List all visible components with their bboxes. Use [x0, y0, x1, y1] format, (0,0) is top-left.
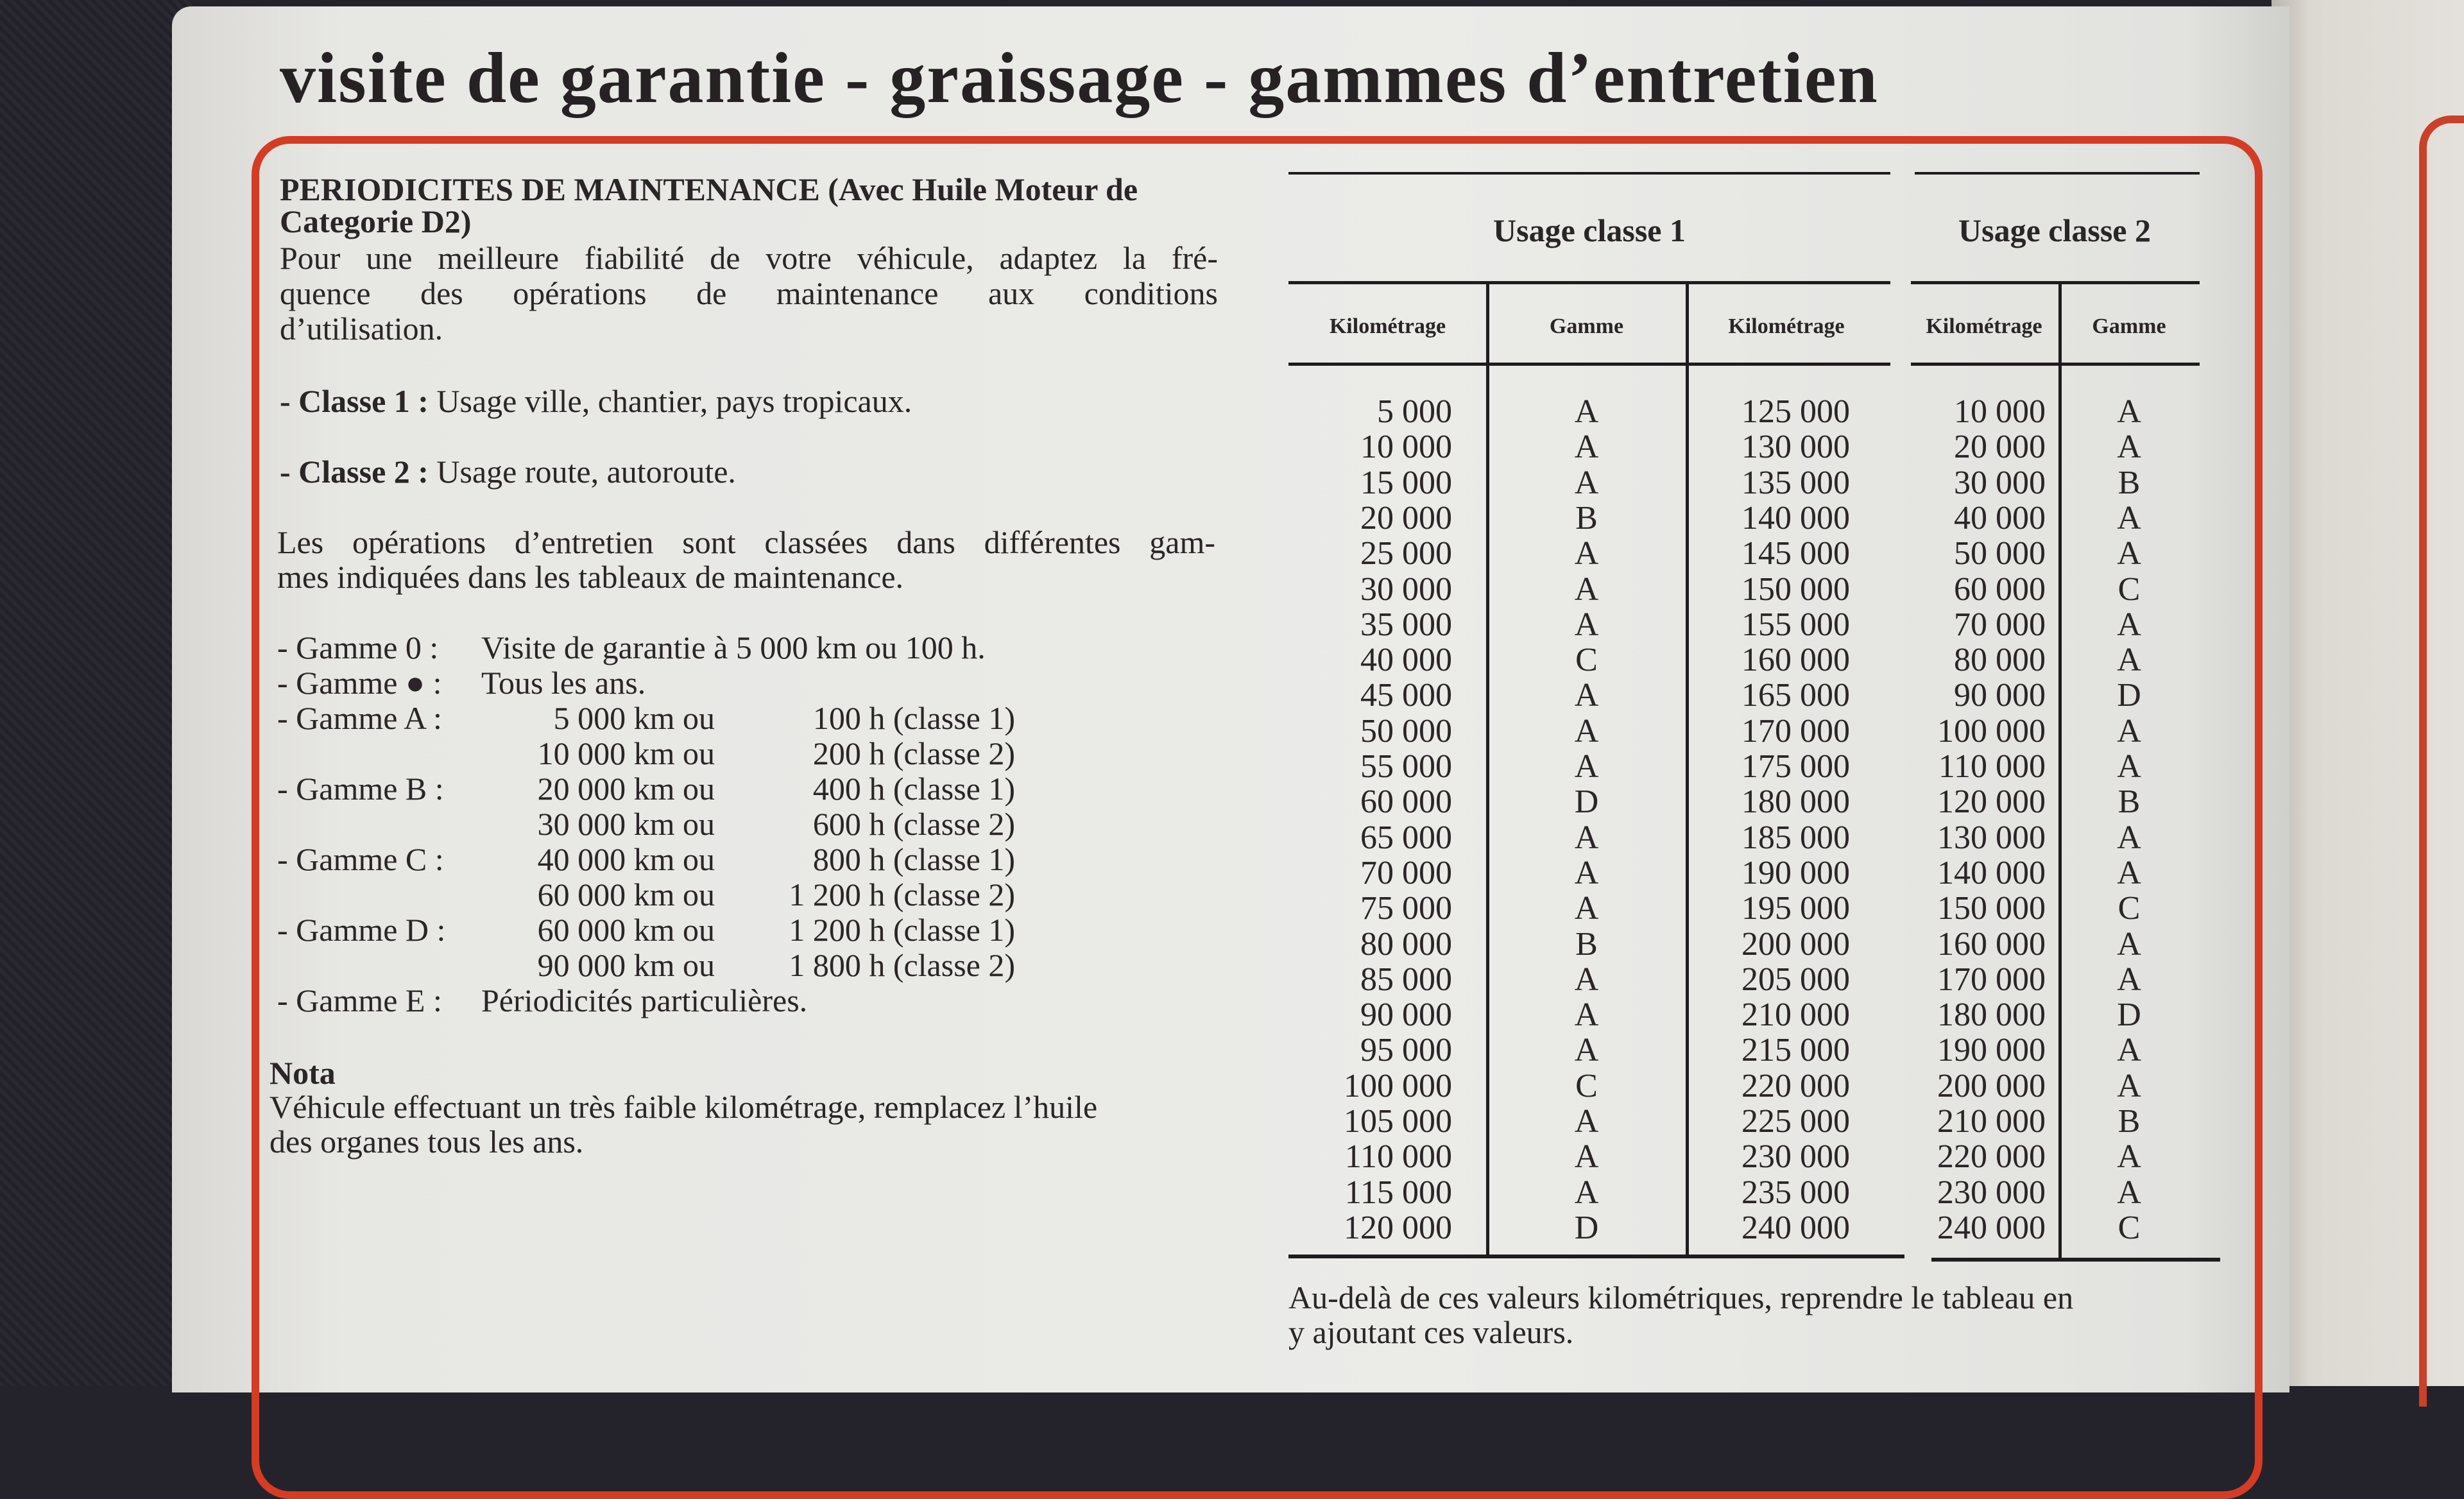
table-cell-km-classe-1: 55 000 [1360, 748, 1452, 785]
gamme-text: Tous les ans. [481, 665, 646, 701]
table-cell-km-classe-1: 105 000 [1344, 1103, 1452, 1140]
gamme-label: - Gamme 0 : [277, 630, 439, 665]
page-title: visite de garantie - graissage - gammes d’entretien [280, 39, 1879, 118]
table-bottom-rule-1 [1288, 1255, 1904, 1258]
section-heading-line-1: PERIODICITES DE MAINTENANCE (Avec Huile Moteur de [280, 171, 1138, 207]
table-cell-km-classe-2: 110 000 [1938, 748, 2046, 785]
group-rule-2 [1911, 281, 2200, 284]
table-cell-gamme-classe-2: C [2118, 570, 2141, 608]
ops-line-1: Les opérations d’entretien sont classées dans différentes gam- [277, 524, 1215, 560]
table-cell-km-classe-2: 210 000 [1937, 1103, 2046, 1140]
table-cell-km-classe-1: 40 000 [1360, 642, 1452, 679]
table-cell-km-classe-1-cont: 220 000 [1741, 1067, 1850, 1104]
table-cell-gamme-classe-1: A [1574, 819, 1599, 856]
table-cell-km-classe-1: 20 000 [1360, 499, 1452, 536]
gamme-km: 60 000 km ou [537, 877, 715, 912]
table-cell-gamme-classe-1: D [1574, 784, 1599, 821]
nota-title: Nota [270, 1055, 336, 1091]
table-cell-km-classe-1-cont: 180 000 [1741, 784, 1850, 821]
table-cell-km-classe-1-cont: 200 000 [1741, 925, 1850, 963]
table-cell-gamme-classe-2: A [2117, 819, 2141, 856]
gamme-hours: 400 h (classe 1) [812, 771, 1015, 807]
classe-1-text: Usage ville, chantier, pays tropicaux. [436, 383, 912, 419]
table-cell-gamme-classe-2: A [2117, 925, 2141, 963]
table-cell-km-classe-1: 30 000 [1360, 570, 1452, 608]
gamme-text: Visite de garantie à 5 000 km ou 100 h. [481, 630, 986, 665]
table-cell-km-classe-2: 100 000 [1937, 712, 2046, 750]
table-cell-km-classe-2: 20 000 [1954, 429, 2046, 466]
table-cell-gamme-classe-1: D [1574, 1209, 1599, 1246]
table-cell-km-classe-2: 50 000 [1954, 535, 2046, 572]
table-cell-gamme-classe-2: A [2117, 854, 2141, 891]
table-cell-gamme-classe-2: C [2118, 890, 2141, 927]
classe-2 [280, 454, 736, 489]
classe-2-label: - Classe 2 : [280, 454, 429, 490]
table-cell-gamme-classe-2: A [2117, 1174, 2141, 1211]
table-cell-km-classe-2: 70 000 [1954, 606, 2046, 643]
table-cell-km-classe-1-cont: 150 000 [1741, 570, 1850, 608]
table-cell-gamme-classe-2: A [2117, 499, 2141, 536]
table-cell-gamme-classe-1: A [1574, 1103, 1599, 1140]
table-cell-km-classe-2: 230 000 [1937, 1174, 2046, 1211]
table-cell-gamme-classe-2: A [2117, 712, 2141, 750]
table-cell-gamme-classe-2: A [2117, 429, 2141, 466]
table-cell-gamme-classe-2: A [2117, 1138, 2141, 1176]
table-cell-gamme-classe-2: B [2118, 1103, 2141, 1140]
table-cell-gamme-classe-1: A [1574, 748, 1599, 785]
gamme-hours: 1 200 h (classe 1) [789, 912, 1015, 948]
table-cell-km-classe-2: 60 000 [1954, 570, 2046, 608]
table-cell-km-classe-1-cont: 130 000 [1741, 429, 1850, 466]
background-fabric [0, 0, 193, 1386]
table-top-rule-1 [1288, 172, 1890, 175]
table-cell-km-classe-1: 10 000 [1360, 429, 1452, 466]
table-cell-km-classe-1: 100 000 [1344, 1067, 1452, 1104]
table-cell-km-classe-2: 130 000 [1937, 819, 2046, 856]
table-cell-km-classe-1: 115 000 [1344, 1174, 1452, 1211]
table-cell-gamme-classe-1: A [1574, 1174, 1599, 1211]
gamme-label: - Gamme C : [277, 841, 444, 877]
col-header-gamme-1: Gamme [1549, 314, 1624, 338]
table-cell-km-classe-1-cont: 165 000 [1741, 677, 1850, 714]
table-cell-km-classe-1-cont: 225 000 [1741, 1103, 1850, 1140]
footnote-line-2: y ajoutant ces valeurs. [1288, 1314, 1574, 1350]
table-cell-gamme-classe-1: A [1574, 570, 1599, 608]
table-cell-km-classe-1-cont: 235 000 [1741, 1174, 1850, 1211]
table-cell-km-classe-1: 5 000 [1377, 393, 1452, 430]
col-header-gamme-2: Gamme [2092, 314, 2166, 338]
group-rule-1 [1288, 281, 1890, 284]
table-cell-km-classe-1-cont: 240 000 [1741, 1209, 1850, 1246]
table-cell-gamme-classe-1: C [1575, 1067, 1598, 1104]
table-cell-gamme-classe-2: A [2117, 961, 2141, 998]
table-cell-km-classe-2: 10 000 [1954, 393, 2046, 430]
col-header-km-1: Kilométrage [1329, 314, 1446, 338]
table-cell-gamme-classe-1: A [1574, 1138, 1599, 1176]
table-cell-km-classe-1-cont: 210 000 [1741, 997, 1850, 1034]
gamme-label: - Gamme B : [277, 771, 444, 807]
next-page-edge [2272, 0, 2464, 1386]
table-cell-km-classe-2: 170 000 [1937, 961, 2046, 998]
table-cell-km-classe-1-cont: 205 000 [1741, 961, 1850, 998]
table-cell-gamme-classe-1: A [1574, 429, 1599, 466]
table-cell-km-classe-1-cont: 155 000 [1741, 606, 1850, 643]
table-cell-km-classe-2: 200 000 [1937, 1067, 2046, 1104]
gamme-km: 60 000 km ou [537, 912, 715, 948]
table-cell-km-classe-1-cont: 215 000 [1741, 1032, 1850, 1069]
table-cell-gamme-classe-1: B [1575, 499, 1598, 536]
header-rule-2 [1911, 363, 2200, 366]
col-header-km-2: Kilométrage [1728, 314, 1845, 338]
table-cell-km-classe-1: 15 000 [1360, 464, 1452, 501]
header-rule-1 [1288, 363, 1890, 366]
gamme-label: - Gamme D : [277, 912, 446, 948]
intro-line-1: Pour une meilleure fiabilité de votre véhicule, adaptez la fré- [280, 240, 1218, 276]
table-cell-km-classe-2: 40 000 [1954, 499, 2046, 536]
table-cell-gamme-classe-2: A [2117, 393, 2141, 430]
gamme-km: 40 000 km ou [537, 841, 715, 877]
table-cell-km-classe-2: 140 000 [1937, 854, 2046, 891]
table-cell-gamme-classe-1: A [1574, 393, 1599, 430]
table-cell-km-classe-2: 180 000 [1937, 997, 2046, 1034]
table-cell-km-classe-1: 80 000 [1360, 925, 1452, 963]
table-cell-gamme-classe-2: A [2117, 606, 2141, 643]
nota-line-1: Véhicule effectuant un très faible kilométrage, remplacez l’huile [270, 1089, 1098, 1125]
gamme-label: - Gamme ● : [277, 665, 442, 701]
gamme-km: 90 000 km ou [537, 947, 715, 983]
table-cell-km-classe-2: 80 000 [1954, 642, 2046, 679]
table-cell-gamme-classe-2: D [2117, 997, 2141, 1034]
table-cell-km-classe-2: 190 000 [1937, 1032, 2046, 1069]
section-heading-line-2: Categorie D2) [280, 203, 472, 239]
table-cell-km-classe-1: 60 000 [1360, 784, 1452, 821]
table-cell-gamme-classe-1: A [1574, 606, 1599, 643]
table-cell-km-classe-1-cont: 140 000 [1741, 499, 1850, 536]
next-page-frame [2419, 116, 2464, 1407]
gamme-label: - Gamme E : [277, 982, 442, 1018]
gamme-hours: 600 h (classe 2) [812, 806, 1015, 842]
table-cell-km-classe-2: 220 000 [1937, 1138, 2046, 1176]
gamme-km: 5 000 km ou [553, 700, 715, 736]
gamme-km: 10 000 km ou [537, 735, 715, 771]
table-cell-gamme-classe-1: A [1574, 535, 1599, 572]
table-cell-gamme-classe-2: A [2117, 748, 2141, 785]
table-cell-km-classe-2: 30 000 [1954, 464, 2046, 501]
table-cell-gamme-classe-1: A [1574, 890, 1599, 927]
table-cell-gamme-classe-1: A [1574, 464, 1599, 501]
ops-line-2: mes indiquées dans les tableaux de maintenance. [277, 559, 904, 595]
table-cell-gamme-classe-2: A [2117, 642, 2141, 679]
table-cell-gamme-classe-2: A [2117, 535, 2141, 572]
table-cell-km-classe-1-cont: 190 000 [1741, 854, 1850, 891]
table-cell-km-classe-1: 35 000 [1360, 606, 1452, 643]
table-cell-km-classe-1: 120 000 [1344, 1209, 1452, 1246]
table-cell-gamme-classe-1: A [1574, 712, 1599, 750]
classe-1-label: - Classe 1 : [280, 383, 429, 419]
table-cell-km-classe-1-cont: 160 000 [1741, 642, 1850, 679]
table-cell-km-classe-1: 70 000 [1360, 854, 1452, 891]
table-cell-gamme-classe-2: B [2118, 464, 2141, 501]
table-cell-gamme-classe-1: A [1574, 854, 1599, 891]
table-cell-km-classe-1: 25 000 [1360, 535, 1452, 572]
footnote-line-1: Au-delà de ces valeurs kilométriques, reprendre le tableau en [1288, 1280, 2074, 1315]
classe-1 [280, 384, 912, 418]
table-cell-gamme-classe-1: C [1575, 642, 1598, 679]
table-cell-km-classe-2: 90 000 [1954, 677, 2046, 714]
table-cell-km-classe-1: 45 000 [1360, 677, 1452, 714]
table-cell-km-classe-1-cont: 145 000 [1741, 535, 1850, 572]
table-cell-gamme-classe-1: B [1575, 925, 1598, 963]
table-cell-gamme-classe-2: A [2117, 1067, 2141, 1104]
table-cell-km-classe-1: 110 000 [1344, 1138, 1452, 1176]
intro-line-3: d’utilisation. [280, 311, 443, 347]
group-header-classe-2: Usage classe 2 [1958, 212, 2151, 248]
table-cell-km-classe-1: 75 000 [1360, 890, 1452, 927]
gamme-hours: 200 h (classe 2) [812, 735, 1015, 771]
gamme-text: Périodicités particulières. [481, 982, 808, 1018]
table-cell-gamme-classe-2: C [2118, 1209, 2141, 1246]
gamme-km: 30 000 km ou [537, 806, 715, 842]
table-cell-km-classe-2: 240 000 [1937, 1209, 2046, 1246]
col-header-km-3: Kilométrage [1926, 314, 2042, 338]
table-cell-km-classe-2: 120 000 [1937, 784, 2046, 821]
group-header-classe-1: Usage classe 1 [1493, 212, 1686, 248]
table-cell-km-classe-1-cont: 230 000 [1741, 1138, 1850, 1176]
gamme-km: 20 000 km ou [537, 771, 715, 807]
table-cell-km-classe-1-cont: 195 000 [1741, 890, 1850, 927]
table-cell-km-classe-1: 65 000 [1360, 819, 1452, 856]
table-cell-gamme-classe-1: A [1574, 1032, 1599, 1069]
table-cell-km-classe-1-cont: 170 000 [1741, 712, 1850, 750]
table-cell-gamme-classe-2: A [2117, 1032, 2141, 1069]
table-cell-km-classe-1: 50 000 [1360, 712, 1452, 750]
table-bottom-rule-2 [1931, 1258, 2220, 1262]
table-cell-gamme-classe-2: B [2118, 784, 2141, 821]
table-cell-km-classe-2: 150 000 [1937, 890, 2046, 927]
classe-2-text: Usage route, autoroute. [436, 454, 736, 490]
table-cell-km-classe-1: 90 000 [1360, 997, 1452, 1034]
table-cell-gamme-classe-1: A [1574, 997, 1599, 1034]
table-cell-gamme-classe-1: A [1574, 677, 1599, 714]
gamme-hours: 1 200 h (classe 2) [789, 877, 1015, 912]
table-cell-km-classe-1-cont: 185 000 [1741, 819, 1850, 856]
intro-line-2: quence des opérations de maintenance aux conditions [280, 275, 1218, 311]
gamme-label: - Gamme A : [277, 700, 442, 736]
table-cell-km-classe-1: 95 000 [1360, 1032, 1452, 1069]
gamme-hours: 100 h (classe 1) [812, 700, 1015, 736]
gamme-hours: 800 h (classe 1) [812, 841, 1015, 877]
table-cell-gamme-classe-1: A [1574, 961, 1599, 998]
table-top-rule-2 [1915, 172, 2200, 175]
nota-line-2: des organes tous les ans. [270, 1124, 584, 1160]
table-cell-km-classe-1: 85 000 [1360, 961, 1452, 998]
table-cell-gamme-classe-2: D [2117, 677, 2141, 714]
gamme-hours: 1 800 h (classe 2) [789, 947, 1015, 983]
table-cell-km-classe-1-cont: 125 000 [1741, 393, 1850, 430]
table-cell-km-classe-1-cont: 135 000 [1741, 464, 1850, 501]
table-cell-km-classe-1-cont: 175 000 [1741, 748, 1850, 785]
table-cell-km-classe-2: 160 000 [1937, 925, 2046, 963]
